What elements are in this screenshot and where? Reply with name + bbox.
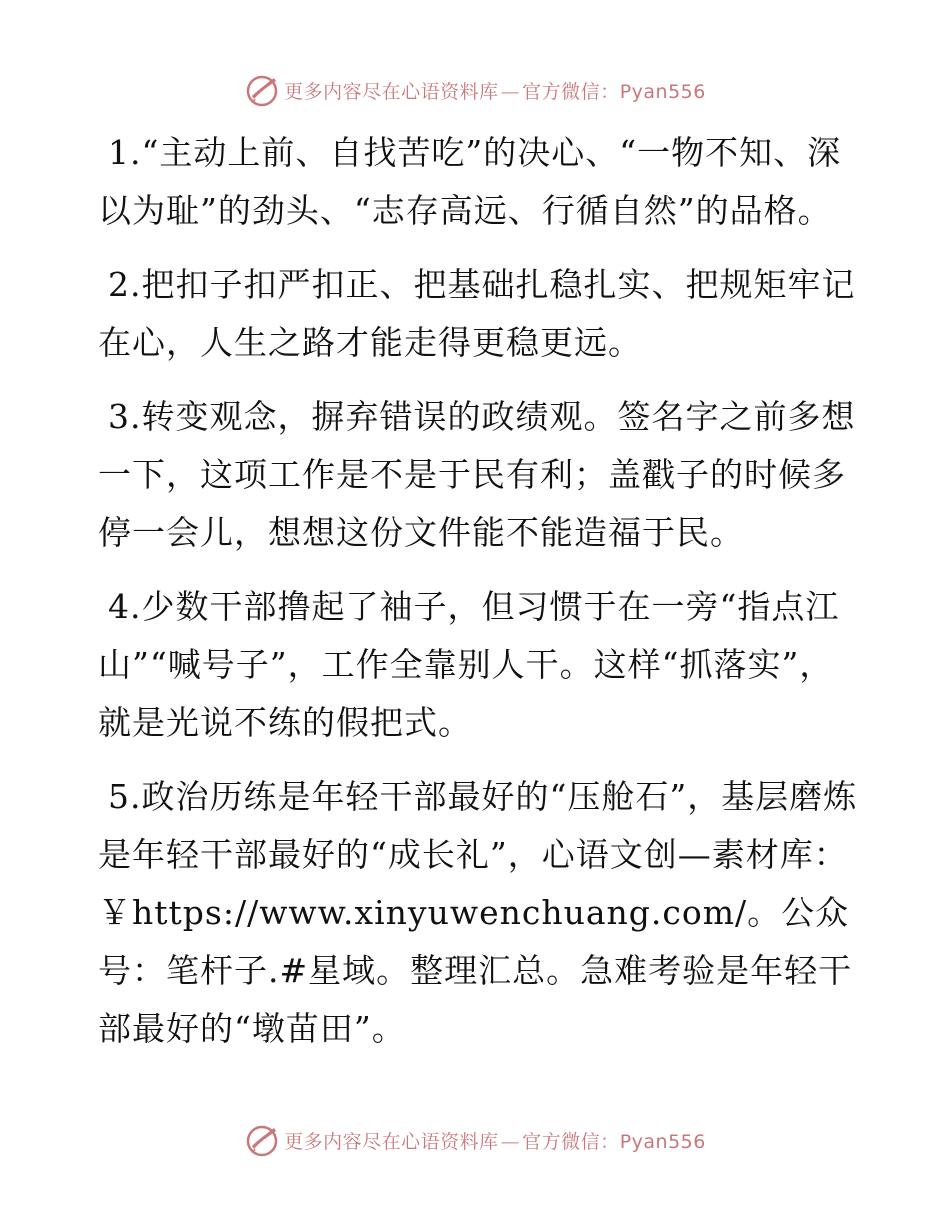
paragraph-4: 4.少数干部撸起了袖子，但习惯于在一旁“指点江山”“喊号子”，工作全靠别人干。这样“抓落实”，就是光说不练的假把式。 — [98, 587, 840, 742]
paragraph-2: 2.把扣子扣严扣正、把基础扎稳扎实、把规矩牢记在心，人生之路才能走得更稳更远。 — [98, 265, 856, 362]
banner-wechat-id: Pyan556 — [619, 80, 706, 103]
paragraph-5: 5.政治历练是年轻干部最好的“压舱石”，基层磨炼是年轻干部最好的“成长礼”，心语文创—素材库：￥https://www.xinyuwenchuang.com/。公众号：笔杆子.#星域。整理汇总。急难考验是年轻干部最好的“墩苗田”。 — [98, 777, 858, 1048]
banner-text — [284, 1127, 706, 1154]
pen-logo-icon — [244, 72, 280, 108]
paragraph-1: 1.“主动上前、自找苦吃”的决心、“一物不知、深以为耻”的劲头、“志存高远、行循自然”的品格。 — [98, 133, 842, 230]
banner-main-text: 更多内容尽在心语资料库 — [284, 80, 499, 103]
banner-separator: — — [500, 1130, 521, 1153]
paragraph-3: 3.转变观念，摒弃错误的政绩观。签名字之前多想一下，这项工作是不是于民有利；盖戳子的时候多停一会儿，想想这份文件能不能造福于民。 — [98, 397, 856, 552]
banner-wechat-id: Pyan556 — [619, 1130, 706, 1153]
pen-logo-icon — [244, 1122, 280, 1158]
document-body — [98, 124, 858, 1074]
banner-separator: — — [500, 80, 521, 103]
header-banner — [0, 70, 950, 110]
banner-text — [284, 77, 706, 104]
banner-official-text: 官方微信： — [522, 80, 620, 103]
footer-banner — [0, 1120, 950, 1160]
banner-main-text: 更多内容尽在心语资料库 — [284, 1130, 499, 1153]
banner-official-text: 官方微信： — [522, 1130, 620, 1153]
